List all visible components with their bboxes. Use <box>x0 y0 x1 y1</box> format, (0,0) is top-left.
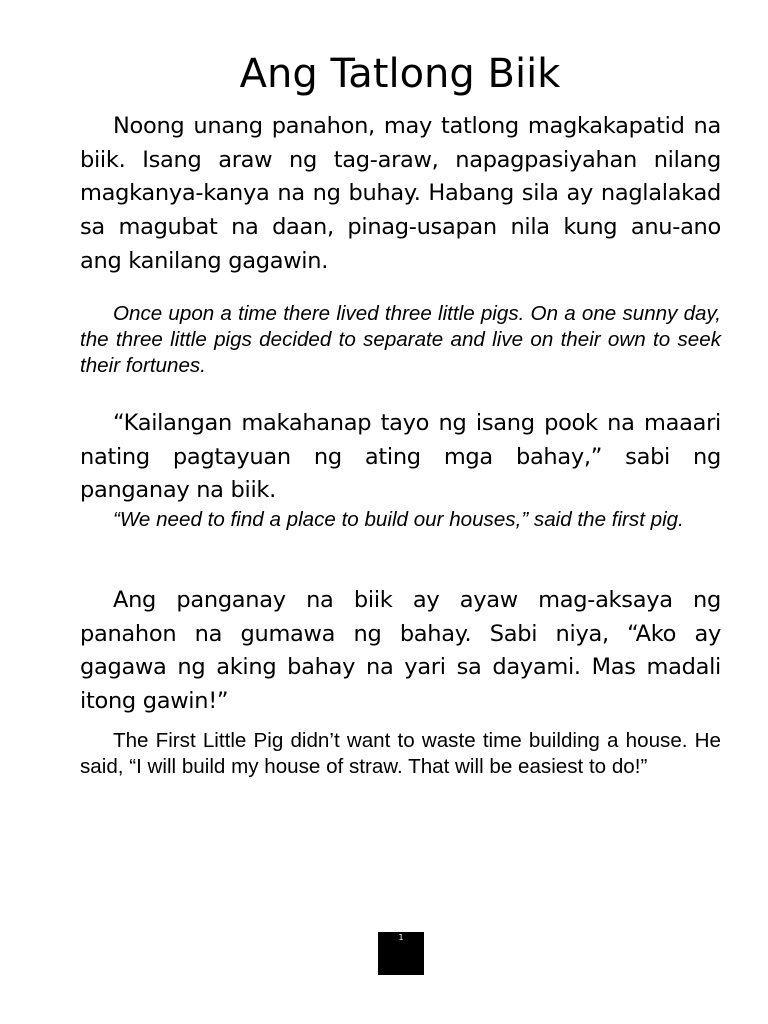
filipino-paragraph-3: Ang panganay na biik ay ayaw mag-aksaya ng panahon na gumawa ng bahay. Sabi niya, “Ako ay gagawa ng aking bahay na yari sa dayami. Mas madali itong gawin!” <box>80 587 721 715</box>
page-number: 1 <box>398 933 404 942</box>
filipino-paragraph-1: Noong unang panahon, may tatlong magkakapatid na biik. Isang araw ng tag-araw, napagpasiyahan nilang magkanya-kanya na ng buhay. Habang sila ay naglalakad sa magubat na daan, pinag-usapan nila kung anu-ano ang kanilang gagawin. <box>80 113 721 274</box>
english-translation-3: The First Little Pig didn’t want to waste time building a house. He said, “I will build my house of straw. That will be easiest to do!” <box>80 729 721 778</box>
page-number-box <box>378 932 424 975</box>
english-translation-1: Once upon a time there lived three little pigs. On a one sunny day, the three little pigs decided to separate and live on their own to seek their fortunes. <box>80 302 721 377</box>
english-translation-2: “We need to find a place to build our houses,” said the first pig. <box>113 508 684 531</box>
filipino-paragraph-2: “Kailangan makahanap tayo ng isang pook na maaari nating pagtayuan ng ating mga bahay,” sabi ng panganay na biik. <box>80 410 721 504</box>
page-title: Ang Tatlong Biik <box>239 51 561 97</box>
